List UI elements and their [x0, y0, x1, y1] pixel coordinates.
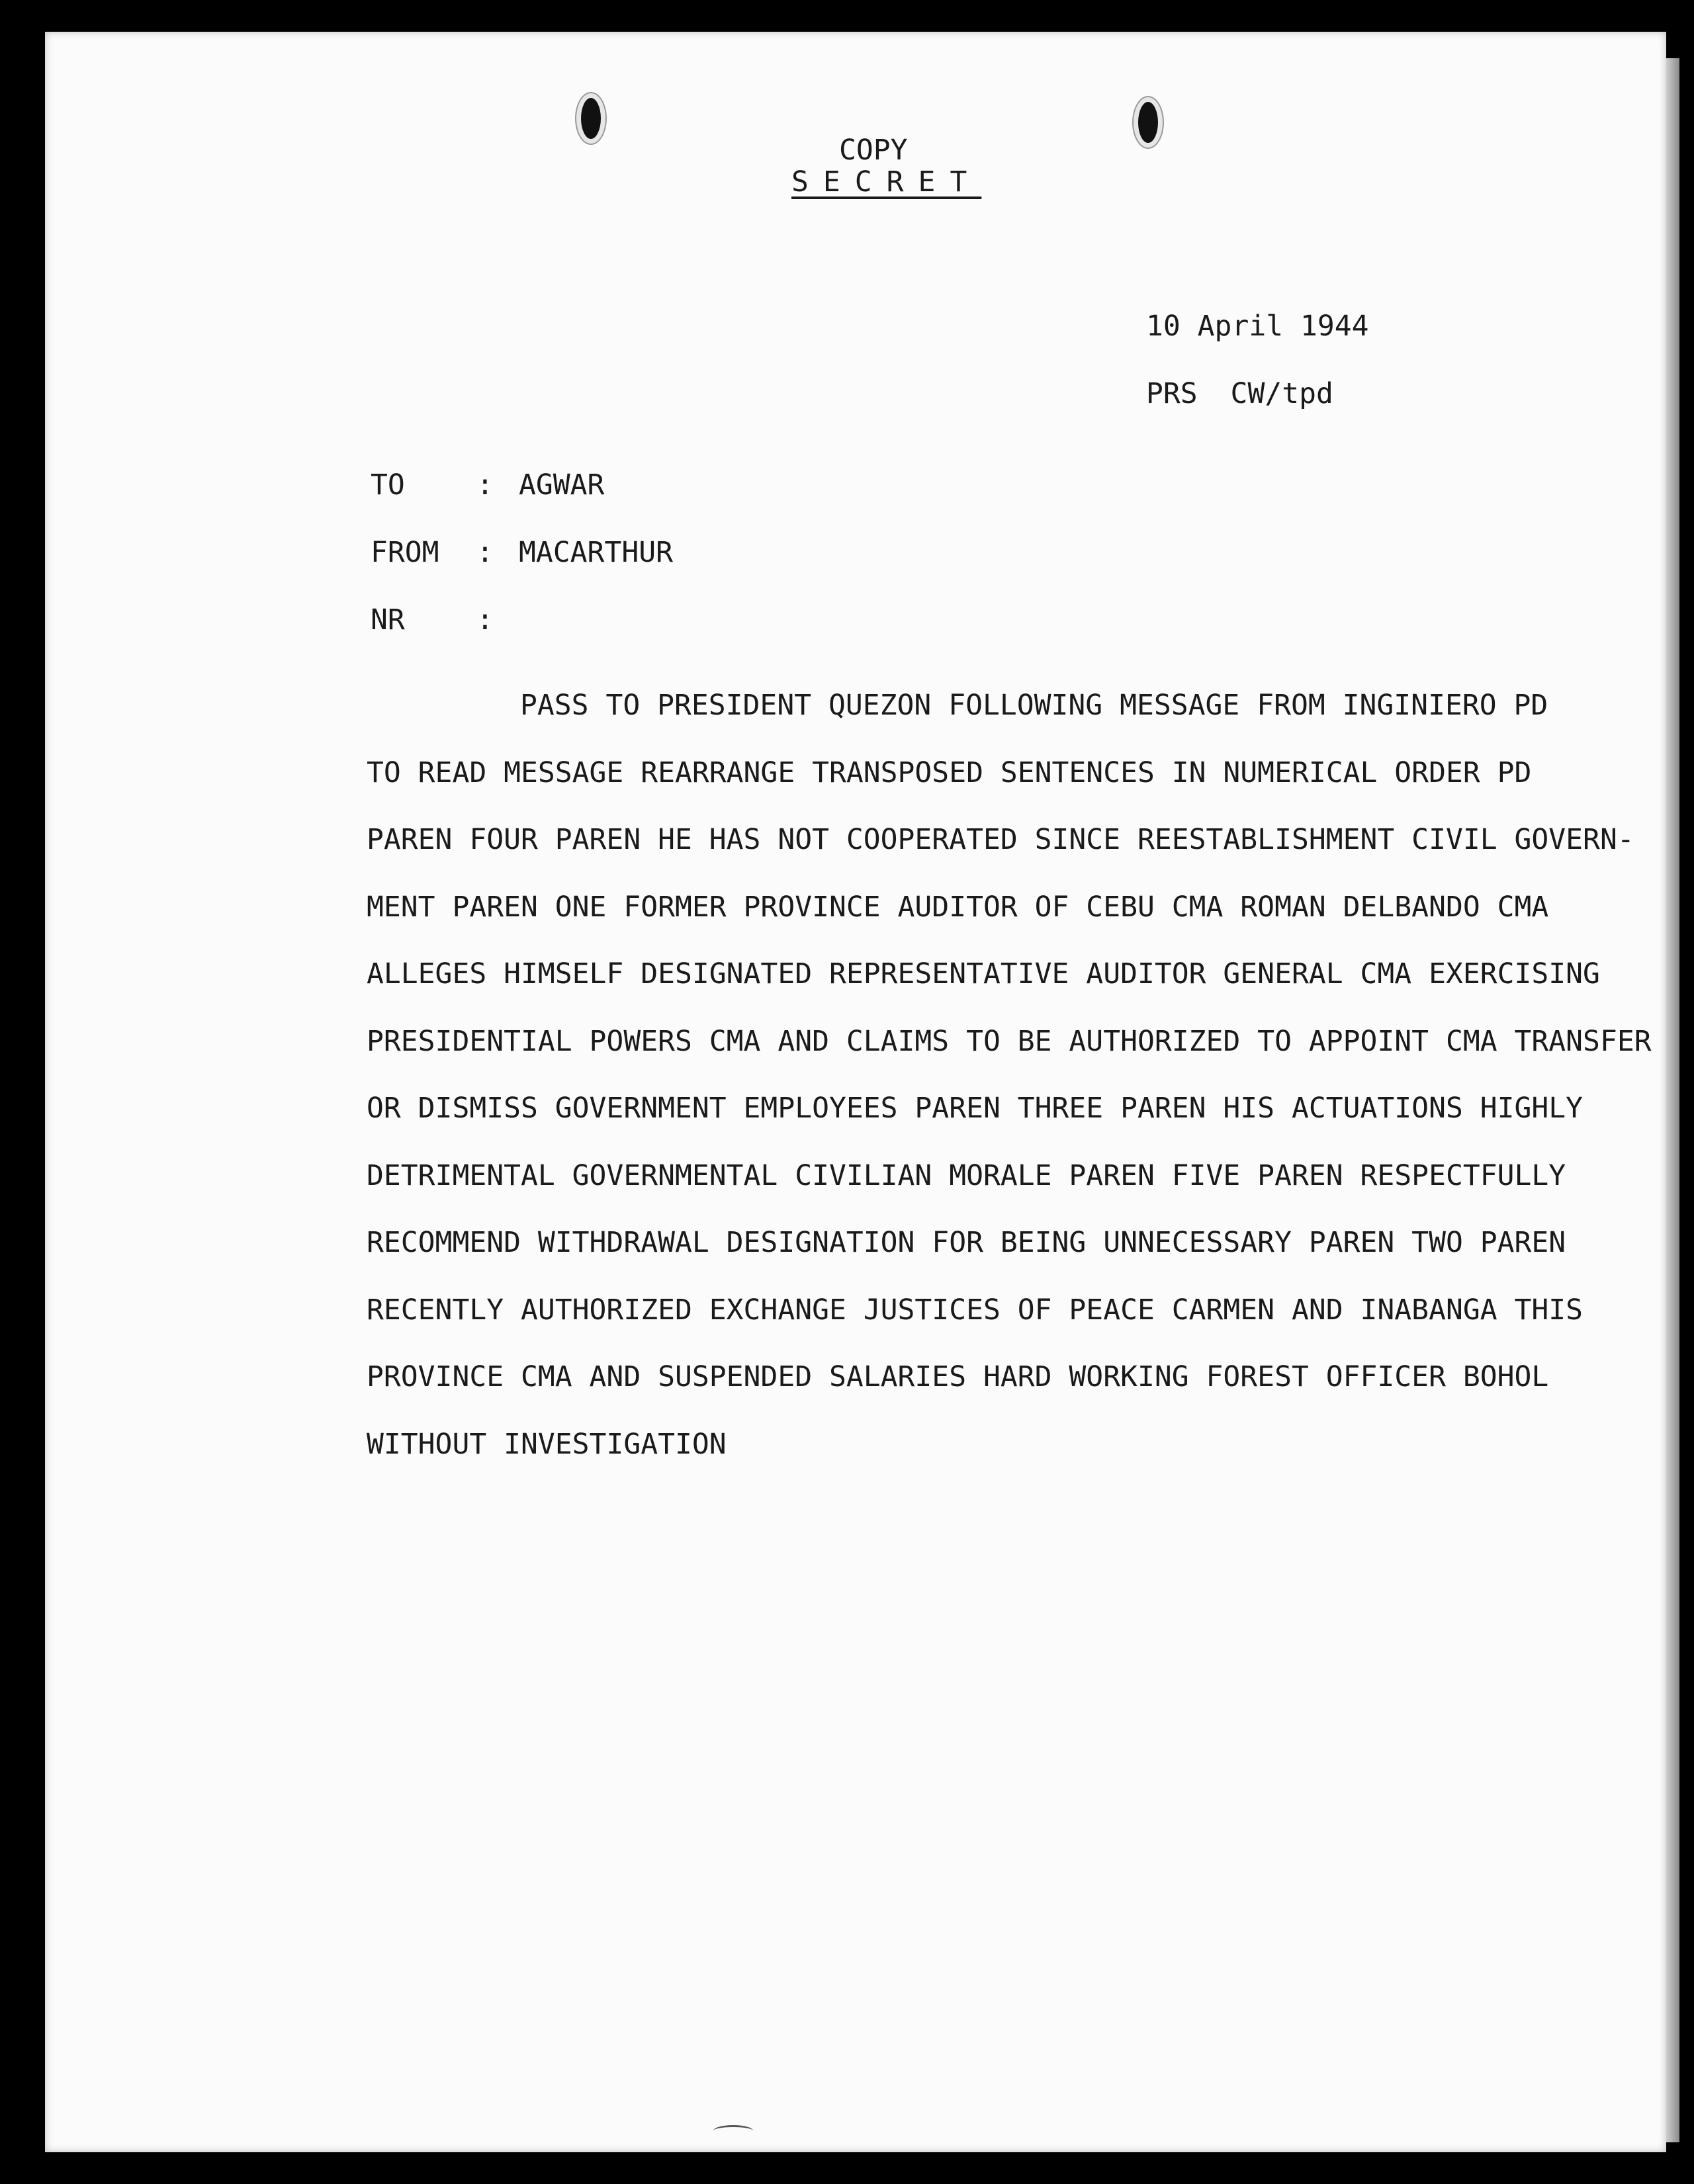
copy-label: COPY	[839, 134, 908, 167]
header-separator: :	[476, 468, 494, 502]
punch-hole-left-icon	[581, 98, 601, 139]
message-line: RECOMMEND WITHDRAWAL DESIGNATION FOR BEING UNNECESSARY PAREN TWO PAREN	[367, 1226, 1566, 1259]
message-line: OR DISMISS GOVERNMENT EMPLOYEES PAREN THREE PAREN HIS ACTUATIONS HIGHLY	[367, 1092, 1583, 1125]
header-label-to: TO	[371, 468, 405, 502]
document-page	[45, 32, 1666, 2152]
header-label-nr: NR	[371, 603, 405, 636]
message-line: MENT PAREN ONE FORMER PROVINCE AUDITOR OF CEBU CMA ROMAN DELBANDO CMA	[367, 890, 1549, 924]
message-line: WITHOUT INVESTIGATION	[367, 1427, 727, 1461]
header-separator: :	[476, 603, 494, 636]
page-edge-shadow	[1666, 58, 1679, 2142]
stray-mark	[713, 2125, 753, 2136]
message-line: PASS TO PRESIDENT QUEZON FOLLOWING MESSAGE FROM INGINIERO PD	[520, 689, 1548, 722]
reference-code: PRS CW/tpd	[1146, 377, 1333, 410]
message-line: RECENTLY AUTHORIZED EXCHANGE JUSTICES OF PEACE CARMEN AND INABANGA THIS	[367, 1293, 1583, 1327]
classification-label: SECRET	[791, 165, 982, 198]
message-line: TO READ MESSAGE REARRANGE TRANSPOSED SENTENCES IN NUMERICAL ORDER PD	[367, 756, 1532, 789]
header-value-to: AGWAR	[519, 468, 605, 502]
punch-hole-right-icon	[1138, 102, 1158, 143]
header-value-from: MACARTHUR	[519, 536, 673, 569]
message-line: DETRIMENTAL GOVERNMENTAL CIVILIAN MORALE PAREN FIVE PAREN RESPECTFULLY	[367, 1158, 1566, 1192]
header-label-from: FROM	[371, 536, 439, 569]
message-line: PAREN FOUR PAREN HE HAS NOT COOPERATED SINCE REESTABLISHMENT CIVIL GOVERN-	[367, 823, 1634, 856]
message-line: PROVINCE CMA AND SUSPENDED SALARIES HARD WORKING FOREST OFFICER BOHOL	[367, 1360, 1549, 1393]
header-separator: :	[476, 536, 494, 569]
document-date: 10 April 1944	[1146, 310, 1369, 343]
message-line: ALLEGES HIMSELF DESIGNATED REPRESENTATIVE AUDITOR GENERAL CMA EXERCISING	[367, 957, 1600, 990]
message-body	[367, 672, 1652, 1478]
message-line: PRESIDENTIAL POWERS CMA AND CLAIMS TO BE AUTHORIZED TO APPOINT CMA TRANSFER	[367, 1024, 1652, 1058]
